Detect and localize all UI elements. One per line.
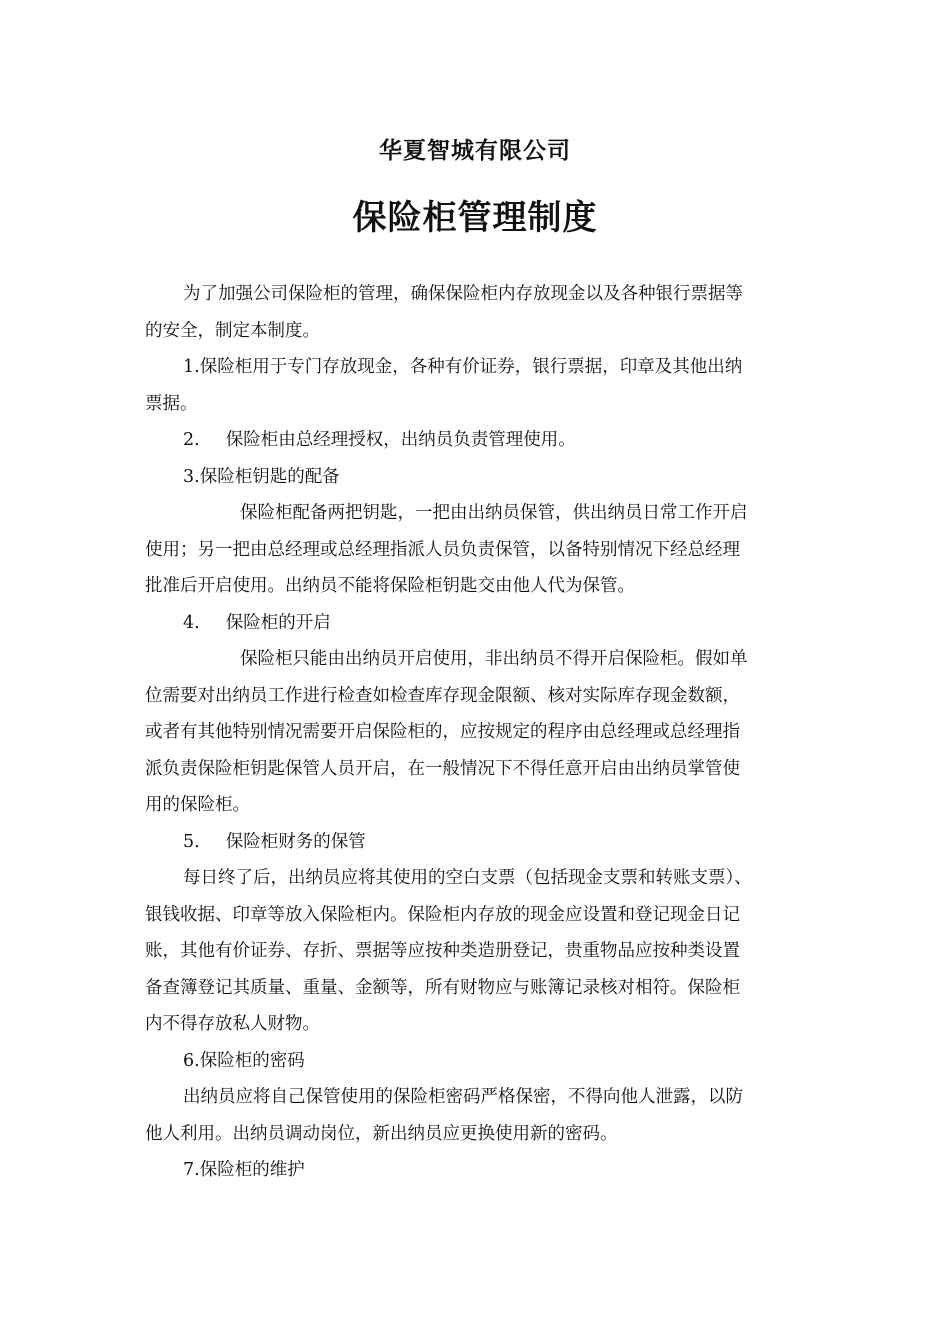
section-number: 4. — [183, 612, 200, 633]
section-heading: 3.保险柜钥匙的配备 — [183, 466, 340, 487]
section-number: 5. — [183, 831, 200, 852]
paragraph-line: 银钱收据、印章等放入保险柜内。保险柜内存放的现金应设置和登记现金日记 — [145, 904, 740, 925]
paragraph-line: 批准后开启使用。出纳员不能将保险柜钥匙交由他人代为保管。 — [145, 576, 635, 596]
paragraph-line: 为了加强公司保险柜的管理，确保保险柜内存放现金以及各种银行票据等 — [183, 284, 743, 304]
paragraph-line: 保险柜只能由出纳员开启使用，非出纳员不得开启保险柜。假如单 — [240, 649, 748, 669]
section-heading-text: 保险柜的开启 — [225, 612, 331, 633]
paragraph-line: 1.保险柜用于专门存放现金，各种有价证券，银行票据，印章及其他出纳 — [183, 357, 743, 377]
paragraph-line: 他人利用。出纳员调动岗位，新出纳员应更换使用新的密码。 — [145, 1123, 618, 1144]
paragraph-line: 备查簿登记其质量、重量、金额等，所有财物应与账簿记录核对相符。保险柜 — [145, 977, 740, 998]
paragraph-line: 每日终了后，出纳员应将其使用的空白支票（包括现金支票和转账支票）、 — [183, 868, 752, 888]
section-heading — [145, 824, 805, 861]
section-heading-text: 保险柜财务的保管 — [225, 831, 366, 852]
paragraph-line: 或者有其他特别情况需要开启保险柜的，应按规定的程序由总经理或总经理指 — [145, 722, 740, 742]
section-heading: 7.保险柜的维护 — [183, 1160, 305, 1180]
paragraph-line: 位需要对出纳员工作进行检查如检查库存现金限额、核对实际库存现金数额， — [145, 685, 740, 706]
section-heading-text: 保险柜由总经理授权，出纳员负责管理使用。 — [225, 430, 576, 450]
section-heading — [145, 422, 805, 459]
document-title: 保险柜管理制度 — [352, 198, 598, 238]
section-heading — [145, 605, 805, 642]
section-heading: 6.保险柜的密码 — [183, 1050, 305, 1071]
paragraph-line: 账，其他有价证券、存折、票据等应按种类造册登记，贵重物品应按种类设置 — [145, 941, 740, 961]
paragraph-line: 用的保险柜。 — [145, 795, 250, 815]
paragraph-line: 使用；另一把由总经理或总经理指派人员负责保管，以备特别情况下经总经理 — [145, 539, 740, 560]
paragraph-line: 的安全，制定本制度。 — [145, 320, 320, 341]
paragraph-line: 出纳员应将自己保管使用的保险柜密码严格保密，不得向他人泄露，以防 — [183, 1087, 743, 1107]
paragraph-line: 派负责保险柜钥匙保管人员开启，在一般情况下不得任意开启由出纳员掌管使 — [145, 758, 740, 779]
company-name: 华夏智城有限公司 — [379, 138, 571, 164]
paragraph-line: 保险柜配备两把钥匙，一把由出纳员保管，供出纳员日常工作开启 — [240, 503, 748, 523]
section-number: 2. — [183, 430, 200, 450]
paragraph-line: 内不得存放私人财物。 — [145, 1014, 320, 1034]
paragraph-line: 票据。 — [145, 393, 198, 414]
document-body — [145, 276, 805, 1189]
